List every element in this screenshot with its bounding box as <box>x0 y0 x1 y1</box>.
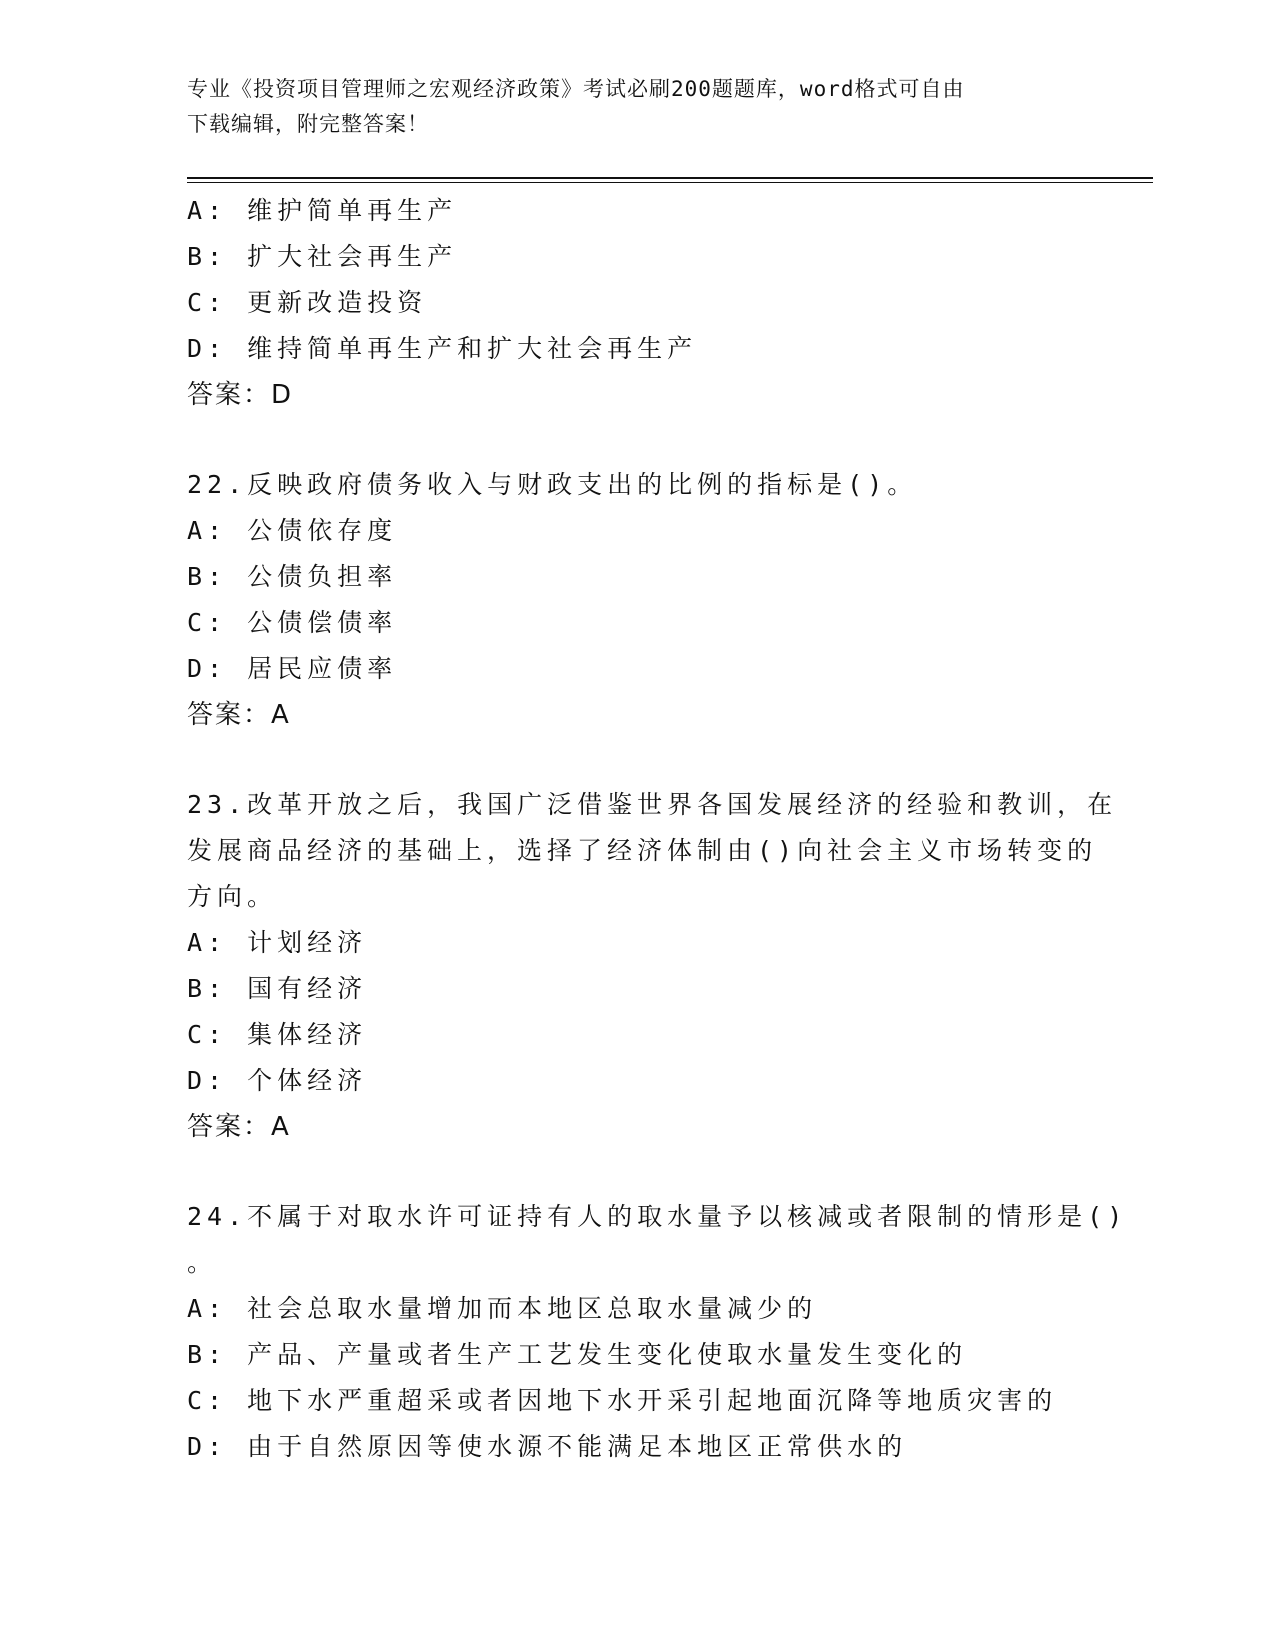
question-block-22 <box>187 462 1087 738</box>
option-a: A: 计划经济 <box>187 928 368 957</box>
question-stem: 。 <box>187 1248 218 1277</box>
option-b: B: 公债负担率 <box>187 562 398 591</box>
option-c: C: 公债偿债率 <box>187 608 398 637</box>
question-stem: 发展商品经济的基础上，选择了经济体制由()向社会主义市场转变的 <box>187 836 1098 865</box>
answer-line: 答案：A <box>187 700 291 730</box>
header-rule-thick <box>187 177 1153 179</box>
option-b: B: 产品、产量或者生产工艺发生变化使取水量发生变化的 <box>187 1340 968 1369</box>
option-d: D: 维持简单再生产和扩大社会再生产 <box>187 334 698 363</box>
question-stem: 23.改革开放之后，我国广泛借鉴世界各国发展经济的经验和教训，在 <box>187 790 1118 819</box>
option-b: B: 扩大社会再生产 <box>187 242 458 271</box>
option-c: C: 地下水严重超采或者因地下水开采引起地面沉降等地质灾害的 <box>187 1386 1058 1415</box>
option-b: B: 国有经济 <box>187 974 368 1003</box>
option-c: C: 集体经济 <box>187 1020 368 1049</box>
option-a: A: 维护简单再生产 <box>187 196 458 225</box>
option-a: A: 社会总取水量增加而本地区总取水量减少的 <box>187 1294 818 1323</box>
option-d: D: 由于自然原因等使水源不能满足本地区正常供水的 <box>187 1432 908 1461</box>
question-block-prev <box>187 188 1087 418</box>
header-line-2: 下载编辑，附完整答案！ <box>187 112 429 136</box>
spacer <box>187 418 1087 462</box>
header-rule-thin <box>187 182 1153 183</box>
question-stem: 24.不属于对取水许可证持有人的取水量予以核减或者限制的情形是() <box>187 1202 1128 1231</box>
option-a: A: 公债依存度 <box>187 516 398 545</box>
question-block-23 <box>187 782 1118 1150</box>
question-stem: 方向。 <box>187 882 278 911</box>
question-stem: 22.反映政府债务收入与财政支出的比例的指标是()。 <box>187 470 918 499</box>
spacer <box>187 738 1087 782</box>
option-d: D: 个体经济 <box>187 1066 368 1095</box>
document-header <box>187 72 1067 142</box>
question-block-24 <box>187 1194 1128 1470</box>
header-line-1: 专业《投资项目管理师之宏观经济政策》考试必刷200题题库，word格式可自由 <box>187 77 965 101</box>
answer-line: 答案：A <box>187 1112 291 1142</box>
answer-line: 答案：D <box>187 380 294 410</box>
question-list <box>187 188 1128 1470</box>
option-d: D: 居民应债率 <box>187 654 398 683</box>
option-c: C: 更新改造投资 <box>187 288 428 317</box>
spacer <box>187 1150 1087 1194</box>
